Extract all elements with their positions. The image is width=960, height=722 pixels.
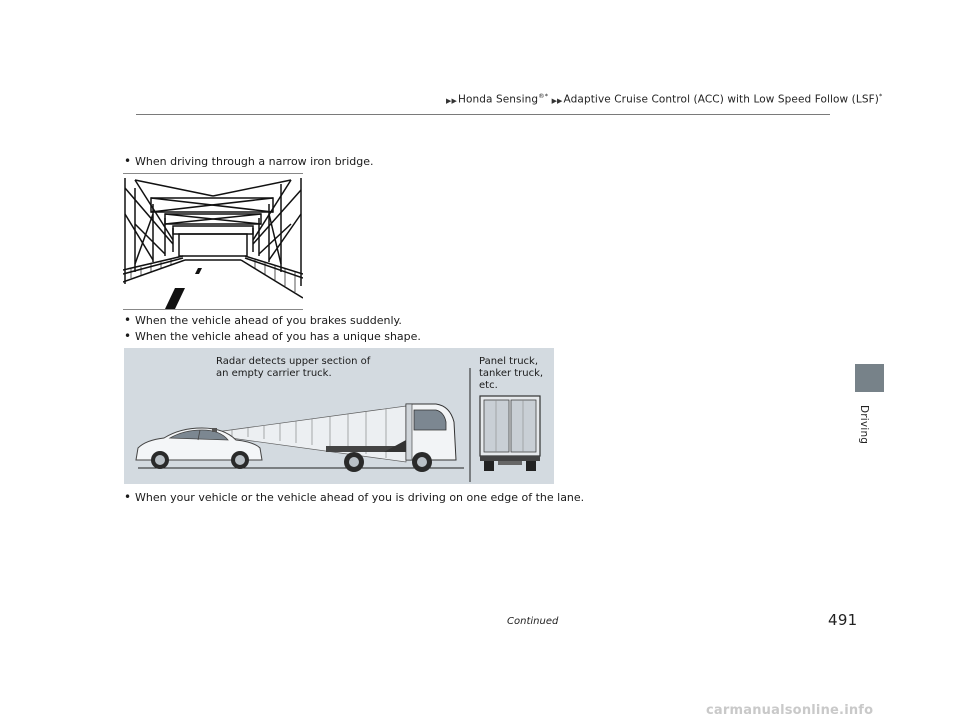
panel-truck-rear xyxy=(480,396,540,471)
continued-note: Continued xyxy=(507,616,559,627)
registered-mark: ®* xyxy=(538,92,549,100)
section-tab-marker xyxy=(855,364,884,392)
asterisk-mark: * xyxy=(878,92,883,100)
bullet-text: When the vehicle ahead of you has a unique shape. xyxy=(135,330,421,343)
section-label: Driving xyxy=(858,405,870,445)
bullet-icon: • xyxy=(124,329,132,343)
panel-label-line: etc. xyxy=(479,380,498,391)
bullet-text: When driving through a narrow iron bridge. xyxy=(135,155,374,168)
bullet-text: When your vehicle or the vehicle ahead of you is driving on one edge of the lane. xyxy=(135,491,585,504)
bullet-icon: • xyxy=(124,154,132,168)
breadcrumb-item-honda-sensing: Honda Sensing xyxy=(457,93,539,106)
radar-label xyxy=(216,356,370,380)
bullet-item xyxy=(124,154,374,168)
bridge-drawing xyxy=(123,174,303,309)
bullet-text: When the vehicle ahead of you brakes suddenly. xyxy=(135,314,402,327)
panel-label-line: tanker truck, xyxy=(479,368,544,379)
radar-truck-illustration xyxy=(124,348,554,484)
iron-bridge-illustration xyxy=(123,173,303,310)
bullet-icon: • xyxy=(124,490,132,504)
page-number: 491 xyxy=(828,611,858,629)
panel-label-line: Panel truck, xyxy=(479,356,538,367)
bullet-item xyxy=(124,329,421,343)
header-divider xyxy=(136,114,830,115)
bullet-icon: • xyxy=(124,313,132,327)
bullet-item xyxy=(124,490,584,504)
radar-label-line: an empty carrier truck. xyxy=(216,368,332,379)
breadcrumb-arrow-icon: ▶▶ xyxy=(551,96,563,105)
breadcrumb xyxy=(446,92,882,106)
bullet-item xyxy=(124,313,402,327)
breadcrumb-item-acc: Adaptive Cruise Control (ACC) with Low Speed Follow (LSF) xyxy=(563,93,879,106)
watermark: carmanualsonline.info xyxy=(706,703,874,718)
panel-truck-label xyxy=(479,356,543,392)
radar-label-line: Radar detects upper section of xyxy=(216,356,371,367)
breadcrumb-arrow-icon: ▶▶ xyxy=(446,96,457,105)
